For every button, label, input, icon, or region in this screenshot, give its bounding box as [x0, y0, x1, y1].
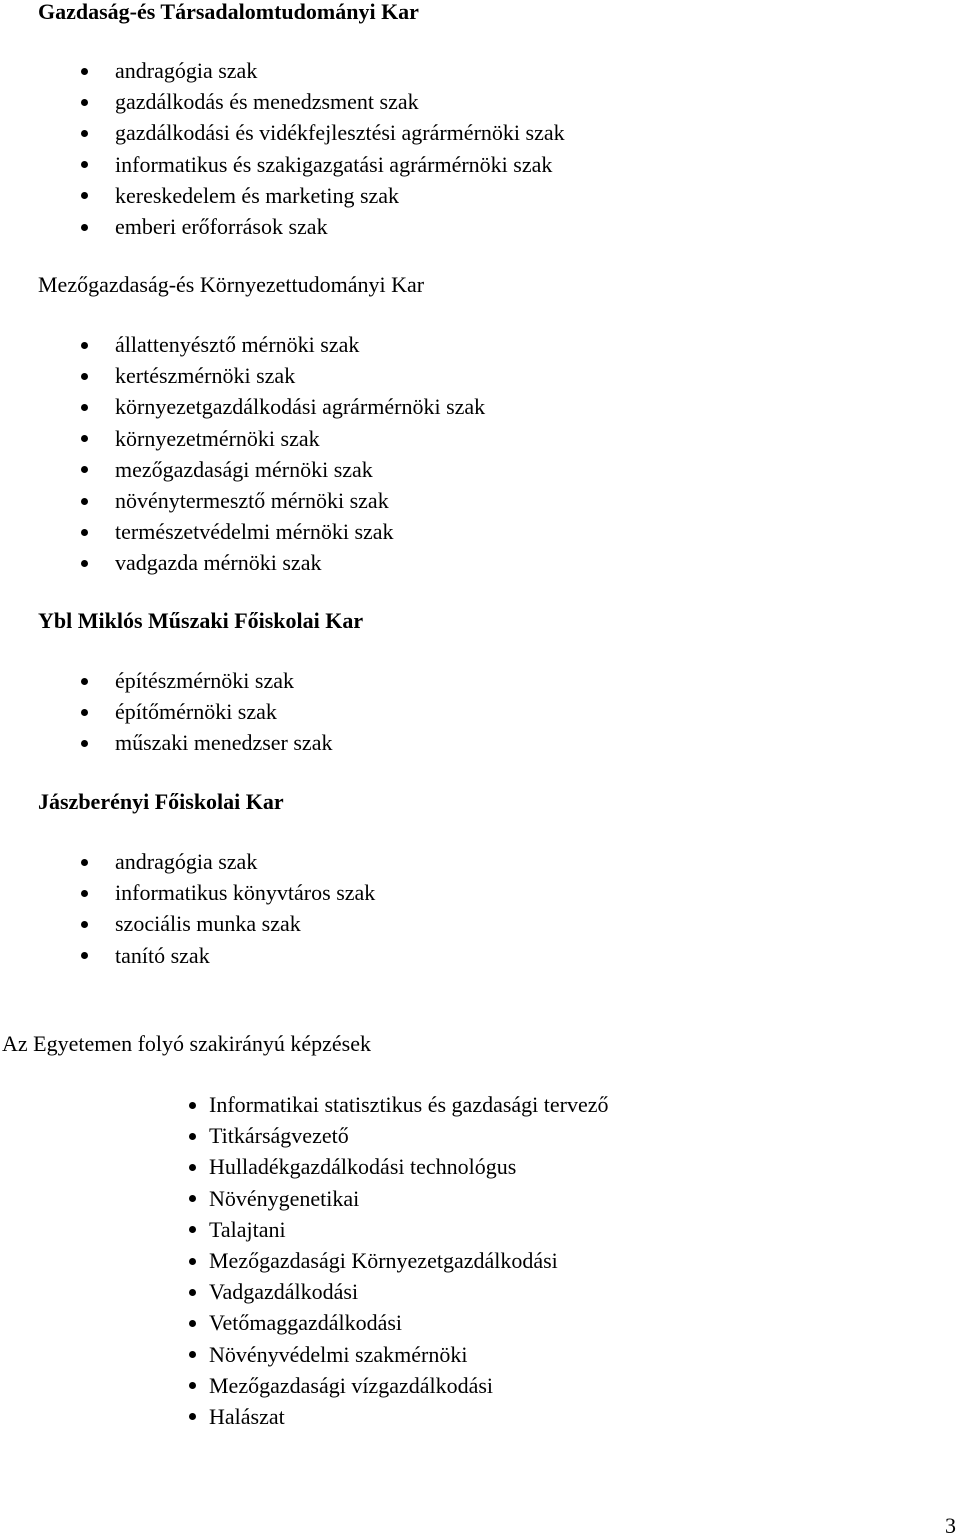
bullet-icon	[189, 1258, 196, 1265]
list-item: Növénygenetikai	[0, 1183, 609, 1214]
bullet-icon	[81, 952, 88, 959]
faculty-title: Mezőgazdaság-és Környezettudományi Kar	[38, 272, 425, 297]
list-item: mezőgazdasági mérnöki szak	[0, 454, 485, 485]
list-item: műszaki menedzser szak	[0, 727, 332, 758]
training-list	[0, 1089, 609, 1432]
list-item: építőmérnöki szak	[0, 696, 332, 727]
program-list	[0, 846, 375, 971]
bullet-icon	[81, 529, 88, 536]
bullet-icon	[81, 192, 88, 199]
list-item: Titkárságvezető	[0, 1120, 609, 1151]
list-item: Vadgazdálkodási	[0, 1276, 609, 1307]
list-item: környezetmérnöki szak	[0, 423, 485, 454]
bullet-icon	[81, 921, 88, 928]
list-item: építészmérnöki szak	[0, 665, 332, 696]
bullet-icon	[189, 1195, 196, 1202]
list-item: környezetgazdálkodási agrármérnöki szak	[0, 391, 485, 422]
list-item: Halászat	[0, 1401, 609, 1432]
bullet-icon	[81, 130, 88, 137]
list-item: természetvédelmi mérnöki szak	[0, 516, 485, 547]
list-item: informatikus és szakigazgatási agrármérnöki szak	[0, 149, 565, 180]
list-item: Hulladékgazdálkodási technológus	[0, 1151, 609, 1182]
bullet-icon	[81, 404, 88, 411]
list-item: Informatikai statisztikus és gazdasági tervező	[0, 1089, 609, 1120]
bullet-icon	[81, 890, 88, 897]
list-item: Mezőgazdasági Környezetgazdálkodási	[0, 1245, 609, 1276]
bullet-icon	[81, 435, 88, 442]
list-item: informatikus könyvtáros szak	[0, 877, 375, 908]
list-item: emberi erőforrások szak	[0, 211, 565, 242]
list-item: gazdálkodás és menedzsment szak	[0, 86, 565, 117]
program-list	[0, 55, 565, 242]
bullet-icon	[81, 342, 88, 349]
list-item: gazdálkodási és vidékfejlesztési agrármérnöki szak	[0, 117, 565, 148]
list-item: vadgazda mérnöki szak	[0, 547, 485, 578]
faculty-title: Jászberényi Főiskolai Kar	[38, 789, 284, 814]
bullet-icon	[189, 1413, 196, 1420]
list-item: tanító szak	[0, 940, 375, 971]
list-item: andragógia szak	[0, 846, 375, 877]
bullet-icon	[81, 560, 88, 567]
bullet-icon	[81, 466, 88, 473]
bullet-icon	[189, 1382, 196, 1389]
bullet-icon	[189, 1164, 196, 1171]
faculty-title: Ybl Miklós Műszaki Főiskolai Kar	[38, 608, 364, 633]
bullet-icon	[81, 373, 88, 380]
bullet-icon	[81, 859, 88, 866]
bullet-icon	[189, 1133, 196, 1140]
bullet-icon	[189, 1351, 196, 1358]
bullet-icon	[189, 1289, 196, 1296]
bullet-icon	[81, 740, 88, 747]
bullet-icon	[189, 1102, 196, 1109]
bullet-icon	[189, 1320, 196, 1327]
bullet-icon	[81, 709, 88, 716]
bullet-icon	[81, 498, 88, 505]
list-item: Növényvédelmi szakmérnöki	[0, 1339, 609, 1370]
list-item: növénytermesztő mérnöki szak	[0, 485, 485, 516]
bullet-icon	[81, 678, 88, 685]
list-item: Talajtani	[0, 1214, 609, 1245]
program-list	[0, 665, 332, 759]
page-number: 3	[945, 1513, 956, 1538]
list-item: kertészmérnöki szak	[0, 360, 485, 391]
list-item: Vetőmaggazdálkodási	[0, 1307, 609, 1338]
list-item: andragógia szak	[0, 55, 565, 86]
bullet-icon	[81, 68, 88, 75]
list-item: kereskedelem és marketing szak	[0, 180, 565, 211]
list-item: állattenyésztő mérnöki szak	[0, 329, 485, 360]
section-title: Az Egyetemen folyó szakirányú képzések	[2, 1031, 371, 1056]
program-list	[0, 329, 485, 579]
list-item: szociális munka szak	[0, 908, 375, 939]
bullet-icon	[81, 99, 88, 106]
bullet-icon	[81, 224, 88, 231]
bullet-icon	[189, 1226, 196, 1233]
list-item: Mezőgazdasági vízgazdálkodási	[0, 1370, 609, 1401]
faculty-title: Gazdaság-és Társadalomtudományi Kar	[38, 0, 419, 24]
bullet-icon	[81, 161, 88, 168]
